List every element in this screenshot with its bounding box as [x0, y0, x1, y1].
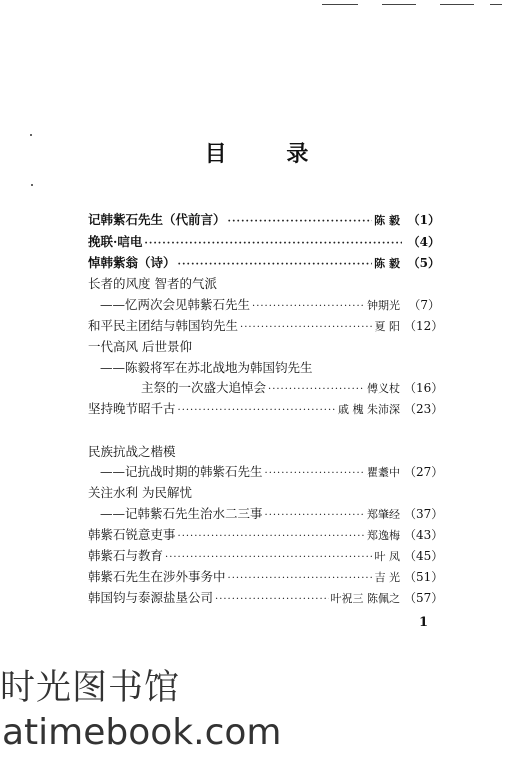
toc-entry [88, 253, 440, 273]
watermark-text: 时光图书馆 [0, 668, 181, 708]
entry-page: （4） [407, 235, 440, 249]
toc-entry [88, 546, 444, 566]
toc-entry [88, 399, 444, 419]
scan-speck [31, 184, 33, 186]
entry-title: 长者的风度 智者的气派 [88, 276, 217, 291]
dot-leader [178, 255, 373, 275]
entry-author: 叶 凤 [374, 550, 400, 563]
entry-author: 夏 阳 [374, 320, 400, 333]
entry-subtitle: ——记抗战时期的韩紫石先生 [100, 464, 263, 479]
entry-author: 吉 光 [374, 571, 400, 584]
entry-page: （57） [404, 591, 444, 605]
entry-title: 坚持晚节昭千古 [88, 401, 176, 416]
dot-leader [268, 380, 365, 400]
top-rule-2 [382, 4, 416, 5]
dot-leader [215, 590, 328, 610]
entry-title: 悼韩紫翁（诗） [88, 255, 176, 270]
entry-subtitle: ——陈毅将军在苏北战地为韩国钧先生 [100, 360, 313, 375]
scan-speck [30, 134, 32, 136]
entry-page: （51） [404, 570, 444, 584]
entry-title: 民族抗战之楷模 [88, 444, 176, 459]
entry-title: 挽联·唁电 [88, 234, 143, 249]
toc-entry [88, 588, 444, 608]
dot-leader [178, 401, 336, 421]
toc-heading [88, 274, 440, 294]
toc-entry [88, 295, 440, 315]
entry-subtitle: ——忆两次会见韩紫石先生 [100, 297, 251, 312]
entry-title: 韩紫石先生在涉外事务中 [88, 569, 226, 584]
entry-page: （43） [404, 528, 444, 542]
entry-author: 钟期光 [367, 299, 400, 312]
entry-page: （45） [404, 549, 444, 563]
dot-leader [240, 318, 372, 338]
entry-author: 郑逸梅 [367, 529, 400, 542]
entry-author: 郑肇经 [367, 508, 400, 521]
dot-leader [228, 569, 373, 589]
top-rule-4 [490, 4, 502, 5]
entry-author: 陈 毅 [374, 214, 400, 227]
entry-page: （16） [404, 381, 444, 395]
entry-title: 韩国钧与泰源盐垦公司 [88, 590, 214, 605]
toc-entry [88, 316, 444, 336]
entry-page: （12） [404, 319, 444, 333]
dot-leader [228, 212, 373, 232]
toc-entry [88, 504, 444, 524]
top-rule-3 [440, 4, 474, 5]
entry-author: 戚 槐 朱沛深 [338, 403, 400, 416]
entry-title: 韩紫石与教育 [88, 548, 164, 563]
entry-subtitle: 主祭的一次盛大追悼会 [141, 380, 267, 395]
dot-leader [252, 297, 365, 317]
entry-title: 记韩紫石先生（代前言） [88, 212, 226, 227]
dot-leader [178, 527, 365, 547]
entry-author: 叶祝三 陈佩之 [330, 592, 400, 605]
entry-page: （7） [408, 298, 440, 312]
entry-title: 韩紫石锐意吏事 [88, 527, 176, 542]
toc-heading [88, 483, 440, 503]
toc-heading [88, 337, 440, 357]
toc-entry [88, 462, 444, 482]
watermark-url: atimebook.com [2, 712, 282, 753]
dot-leader [165, 548, 372, 568]
entry-subtitle: ——记韩紫石先生治水二三事 [100, 506, 263, 521]
dot-leader [144, 234, 402, 254]
toc-subtitle-line [88, 358, 440, 378]
toc-entry [88, 378, 444, 398]
entry-page: （37） [404, 507, 444, 521]
toc-entry [88, 525, 444, 545]
entry-author: 瞿耋中 [367, 466, 400, 479]
toc-entry [88, 232, 440, 252]
entry-title: 一代高风 后世景仰 [88, 339, 192, 354]
entry-title: 关注水利 为民解忧 [88, 485, 192, 500]
entry-author: 陈 毅 [374, 257, 400, 270]
entry-page: （27） [404, 465, 444, 479]
entry-page: （23） [404, 402, 444, 416]
entry-title: 和平民主团结与韩国钧先生 [88, 318, 239, 333]
entry-page: （5） [407, 256, 440, 270]
toc-entry [88, 567, 444, 587]
dot-leader [265, 464, 365, 484]
dot-leader [265, 506, 365, 526]
page-number: 1 [419, 615, 429, 630]
page-title: 目 录 [204, 141, 335, 167]
entry-author: 傅义杖 [367, 382, 400, 395]
entry-page: （1） [407, 213, 440, 227]
toc-heading [88, 442, 440, 462]
top-rule-1 [322, 4, 358, 5]
toc-entry [88, 210, 440, 230]
